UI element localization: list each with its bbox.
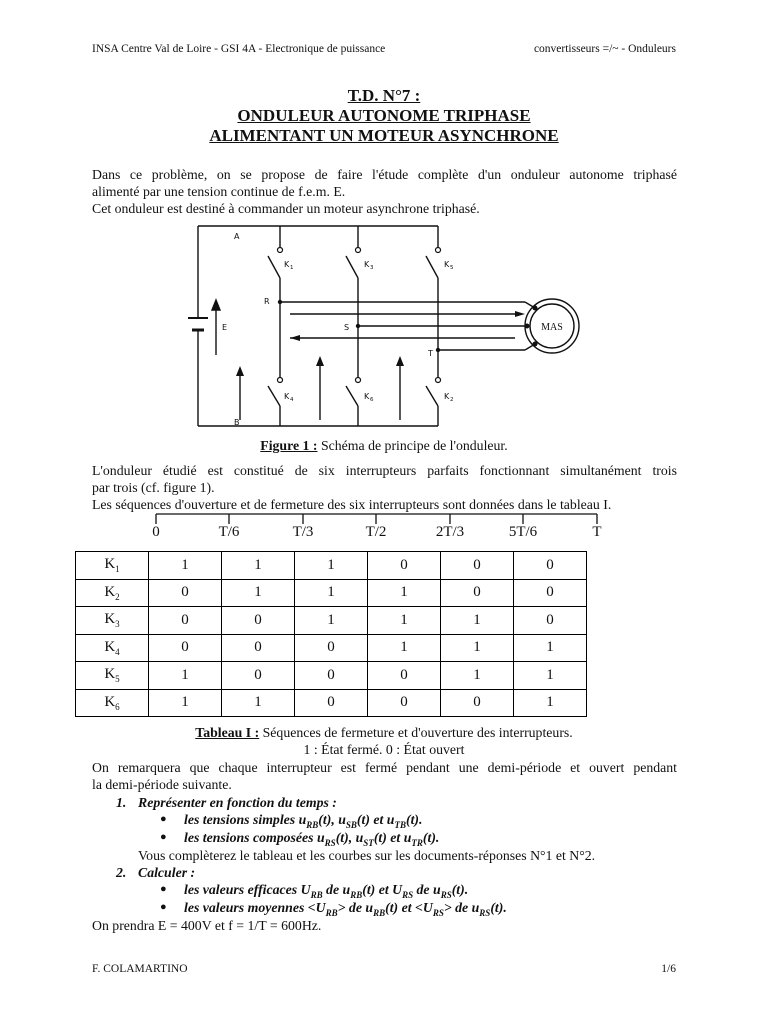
state-cell: 0 xyxy=(149,607,222,635)
state-cell: 0 xyxy=(295,662,368,690)
state-cell: 0 xyxy=(222,607,295,635)
figure-caption-label: Figure 1 : xyxy=(260,438,318,453)
tick-t3: T/3 xyxy=(292,524,314,540)
para2-line3: Les séquences d'ouverture et de fermeture des six interrupteurs sont données dans le tableau I. xyxy=(92,497,612,512)
figure-caption-text: Schéma de principe de l'onduleur. xyxy=(317,438,508,453)
title-line3: ALIMENTANT UN MOTEUR ASYNCHRONE xyxy=(209,126,559,145)
q2-number: 2. xyxy=(116,865,127,880)
intro-line1: Dans ce problème, on se propose de faire l'étude complète d'un onduleur autonome triphasé xyxy=(92,167,677,182)
state-cell: 0 xyxy=(441,579,514,607)
state-cell: 0 xyxy=(149,634,222,662)
state-cell: 0 xyxy=(441,552,514,580)
state-cell: 1 xyxy=(149,552,222,580)
state-cell: 0 xyxy=(514,607,587,635)
remark-line1: On remarquera que chaque interrupteur est fermé pendant une demi-période et ouvert pendant xyxy=(92,760,677,775)
header-right: convertisseurs =/~ - Onduleurs xyxy=(533,43,676,55)
state-cell: 0 xyxy=(295,634,368,662)
state-cell: 1 xyxy=(514,689,587,717)
state-cell: 1 xyxy=(295,607,368,635)
state-cell: 1 xyxy=(149,689,222,717)
footer-left: F. COLAMARTINO xyxy=(92,963,188,975)
state-cell: 1 xyxy=(149,662,222,690)
state-cell: 0 xyxy=(368,662,441,690)
state-cell: 0 xyxy=(149,579,222,607)
final-statement: On prendra E = 400V et f = 1/T = 600Hz. xyxy=(92,918,322,933)
table-row xyxy=(76,689,587,717)
header-left: INSA Centre Val de Loire - GSI 4A - Electronique de puissance xyxy=(92,43,386,55)
remark-line2: la demi-période suivante. xyxy=(92,777,232,792)
state-cell: 1 xyxy=(222,579,295,607)
switch-name-cell: $K_1$ xyxy=(76,552,149,580)
state-cell: 1 xyxy=(441,662,514,690)
k5-sub: 5 xyxy=(450,265,454,271)
q1-bullet1: les tensions simples $u_{RB}(t)$, $u_{SB}(t)$ et $u_{TB}(t)$. xyxy=(184,812,423,830)
k1-sub: 1 xyxy=(290,265,294,271)
state-cell: 0 xyxy=(368,552,441,580)
para2-line2: par trois (cf. figure 1). xyxy=(92,480,215,495)
switch-name-cell: $K_6$ xyxy=(76,689,149,717)
state-cell: 0 xyxy=(295,689,368,717)
title-line1: T.D. N°7 : xyxy=(347,86,421,105)
state-cell: 1 xyxy=(368,634,441,662)
node-t-label: T xyxy=(428,349,433,358)
node-r-label: R xyxy=(264,297,270,306)
sequence-table xyxy=(75,551,587,717)
bullet-dot: ● xyxy=(160,813,167,825)
q1-note: Vous complèterez le tableau et les courbes sur les documents-réponses N°1 et N°2. xyxy=(138,848,596,863)
q1-number: 1. xyxy=(116,795,127,810)
k3-label: K xyxy=(364,260,370,269)
state-cell: 1 xyxy=(368,579,441,607)
tick-5t6: 5T/6 xyxy=(508,524,538,540)
q2-bullet1: les valeurs efficaces $U_{RB}$ de $u_{RB}(t)$ et $U_{RS}$ de $u_{RS}(t)$. xyxy=(184,882,469,900)
node-a-label: A xyxy=(234,232,240,241)
table-row xyxy=(76,662,587,690)
state-cell: 0 xyxy=(368,689,441,717)
k2-label: K xyxy=(444,392,450,401)
table-caption-label: Tableau I : xyxy=(195,725,260,740)
state-cell: 0 xyxy=(222,662,295,690)
inverter-schematic xyxy=(180,220,600,435)
table-row xyxy=(76,634,587,662)
q1-bullet2: les tensions composées $u_{RS}(t)$, $u_{ST}(t)$ et $u_{TR}(t)$. xyxy=(184,830,440,848)
para2-line1: L'onduleur étudié est constitué de six interrupteurs parfaits fonctionnant simultanément trois xyxy=(92,463,677,478)
state-cell: 1 xyxy=(295,552,368,580)
switch-name-cell: $K_2$ xyxy=(76,579,149,607)
motor-label: MAS xyxy=(541,322,563,333)
footer-right: 1/6 xyxy=(661,963,676,975)
node-b-label: B xyxy=(234,418,240,427)
intro-line2: alimenté par une tension continue de f.e.m. E. xyxy=(92,184,346,199)
source-e-label: E xyxy=(222,323,228,332)
q2-text: Calculer : xyxy=(138,865,196,880)
k3-sub: 3 xyxy=(370,265,374,271)
switch-name-cell: $K_3$ xyxy=(76,607,149,635)
tick-t: T xyxy=(592,524,602,540)
table-row xyxy=(76,579,587,607)
table-row xyxy=(76,607,587,635)
q1-text: Représenter en fonction du temps : xyxy=(138,795,337,810)
tick-0: 0 xyxy=(152,524,160,540)
k4-sub: 4 xyxy=(290,397,294,403)
title-line2: ONDULEUR AUTONOME TRIPHASE xyxy=(237,106,531,125)
state-cell: 1 xyxy=(295,579,368,607)
bullet-dot: ● xyxy=(160,831,167,843)
q2-bullet2: les valeurs moyennes $<U_{RB}>$ de $u_{RB}(t)$ et $<U_{RS}>$ de $u_{RS}(t)$. xyxy=(184,900,507,918)
state-cell: 1 xyxy=(514,634,587,662)
table-legend: 1 : État fermé. 0 : État ouvert xyxy=(303,742,465,757)
state-cell: 0 xyxy=(514,579,587,607)
state-cell: 0 xyxy=(514,552,587,580)
switch-name-cell: $K_5$ xyxy=(76,662,149,690)
bullet-dot: ● xyxy=(160,883,167,895)
table-row xyxy=(76,552,587,580)
state-cell: 1 xyxy=(441,607,514,635)
node-s-label: S xyxy=(344,323,350,332)
state-cell: 0 xyxy=(222,634,295,662)
k6-label: K xyxy=(364,392,370,401)
state-cell: 1 xyxy=(222,552,295,580)
state-cell: 1 xyxy=(368,607,441,635)
k6-sub: 6 xyxy=(370,397,374,403)
intro-line3: Cet onduleur est destiné à commander un moteur asynchrone triphasé. xyxy=(92,201,480,216)
table-caption-text: Séquences de fermeture et d'ouverture des interrupteurs. xyxy=(259,725,573,740)
figure-caption xyxy=(0,437,768,454)
switch-name-cell: $K_4$ xyxy=(76,634,149,662)
bullet-dot: ● xyxy=(160,901,167,913)
k1-label: K xyxy=(284,260,290,269)
k2-sub: 2 xyxy=(450,397,454,403)
k4-label: K xyxy=(284,392,290,401)
state-cell: 1 xyxy=(222,689,295,717)
k5-label: K xyxy=(444,260,450,269)
tick-t6: T/6 xyxy=(218,524,240,540)
state-cell: 1 xyxy=(514,662,587,690)
tick-t2: T/2 xyxy=(365,524,387,540)
table-caption xyxy=(0,724,768,741)
tick-2t3: 2T/3 xyxy=(435,524,465,540)
state-cell: 0 xyxy=(441,689,514,717)
state-cell: 1 xyxy=(441,634,514,662)
